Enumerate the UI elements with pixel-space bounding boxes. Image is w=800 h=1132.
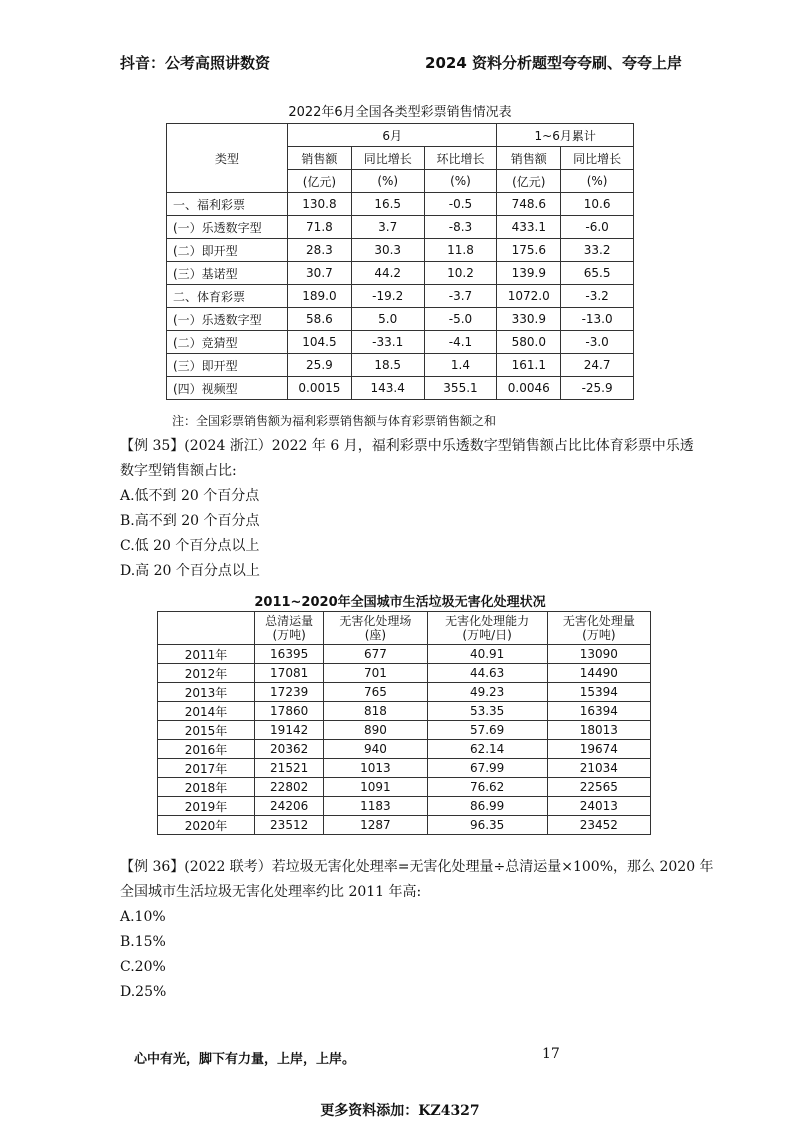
cell: -6.0: [561, 216, 634, 239]
table-row: [158, 721, 651, 740]
question-36-stem-line2: 全国城市生活垃圾无害化处理率约比 2011 年高:: [120, 884, 422, 900]
option-b: B.15%: [120, 934, 166, 950]
cell: 86.99: [427, 797, 547, 816]
cell: 1091: [324, 778, 427, 797]
footer-motto: 心中有光，脚下有力量，上岸，上岸。: [134, 1052, 356, 1067]
option-a: A.10%: [120, 909, 166, 925]
table-row: [167, 262, 634, 285]
year-cell: 2017年: [158, 759, 255, 778]
table1-note: 注：全国彩票销售额为福利彩票销售额与体育彩票销售额之和: [172, 414, 497, 428]
cell: -19.2: [351, 285, 424, 308]
unit-cell: (亿元): [288, 170, 352, 193]
unit-cell: (%): [351, 170, 424, 193]
cell: 22565: [547, 778, 650, 797]
cell: 139.9: [497, 262, 561, 285]
cell: 433.1: [497, 216, 561, 239]
cell: 1072.0: [497, 285, 561, 308]
header-unit: (万吨): [272, 628, 306, 642]
option-d: D.25%: [120, 984, 167, 1000]
table-header-row: [167, 124, 634, 147]
cell: 11.8: [424, 239, 497, 262]
row-label: (三）基诺型: [167, 262, 288, 285]
subheader-cell: 同比增长: [351, 147, 424, 170]
cell: 17239: [255, 683, 324, 702]
header-right-text: 2024 资料分析题型夸夸刷、夸夸上岸: [425, 54, 682, 72]
cell: 104.5: [288, 331, 352, 354]
question-36-stem-line1: 【例 36】(2022 联考）若垃圾无害化处理率=无害化处理量÷总清运量×100%，那么 2020 年: [120, 859, 714, 875]
row-label: 二、体育彩票: [167, 285, 288, 308]
option-d: D.高 20 个百分点以上: [120, 563, 260, 579]
cell: 19674: [547, 740, 650, 759]
table-row: [167, 377, 634, 400]
cell: 23452: [547, 816, 650, 835]
subheader-cell: 同比增长: [561, 147, 634, 170]
cell: 23512: [255, 816, 324, 835]
cell: 20362: [255, 740, 324, 759]
table-row: [158, 664, 651, 683]
cell: -0.5: [424, 193, 497, 216]
cell: 15394: [547, 683, 650, 702]
june-group-header: 6月: [288, 124, 497, 147]
table-row: [167, 216, 634, 239]
lottery-sales-table: [166, 123, 634, 400]
option-a: A.低不到 20 个百分点: [120, 488, 260, 504]
table-row: [167, 354, 634, 377]
cell: -3.2: [561, 285, 634, 308]
cell: 25.9: [288, 354, 352, 377]
garbage-treatment-table: [157, 611, 651, 835]
header-cell: [158, 612, 255, 645]
cell: 10.6: [561, 193, 634, 216]
table1-caption: 2022年6月全国各类型彩票销售情况表: [288, 105, 512, 120]
table-row: [167, 285, 634, 308]
cumulative-group-header: 1~6月累计: [497, 124, 634, 147]
header-unit: (万吨): [582, 628, 616, 642]
unit-cell: (亿元): [497, 170, 561, 193]
header-cell: [324, 612, 427, 645]
year-cell: 2019年: [158, 797, 255, 816]
cell: 16.5: [351, 193, 424, 216]
cell: 24.7: [561, 354, 634, 377]
year-cell: 2015年: [158, 721, 255, 740]
header-line: 总清运量: [265, 614, 314, 628]
cell: 53.35: [427, 702, 547, 721]
cell: -5.0: [424, 308, 497, 331]
cell: 30.7: [288, 262, 352, 285]
cell: 16394: [547, 702, 650, 721]
unit-cell: (%): [424, 170, 497, 193]
header-line: 无害化处理量: [562, 614, 635, 628]
table-row: [158, 683, 651, 702]
cell: 14490: [547, 664, 650, 683]
cell: 24013: [547, 797, 650, 816]
header-cell: [427, 612, 547, 645]
header-line: 无害化处理场: [339, 614, 412, 628]
question-36: [120, 855, 714, 1005]
subheader-cell: 环比增长: [424, 147, 497, 170]
table-row: [158, 816, 651, 835]
unit-cell: (%): [561, 170, 634, 193]
cell: 1287: [324, 816, 427, 835]
cell: 30.3: [351, 239, 424, 262]
table-row: [167, 193, 634, 216]
year-cell: 2014年: [158, 702, 255, 721]
table-row: [158, 778, 651, 797]
row-label: (一）乐透数字型: [167, 216, 288, 239]
cell: 1183: [324, 797, 427, 816]
cell: 143.4: [351, 377, 424, 400]
cell: 24206: [255, 797, 324, 816]
cell: -3.7: [424, 285, 497, 308]
cell: 28.3: [288, 239, 352, 262]
cell: 748.6: [497, 193, 561, 216]
contact-line: 更多资料添加：KZ4327: [320, 1103, 480, 1119]
option-c: C.20%: [120, 959, 166, 975]
option-c: C.低 20 个百分点以上: [120, 538, 260, 554]
cell: 330.9: [497, 308, 561, 331]
cell: 13090: [547, 645, 650, 664]
year-cell: 2012年: [158, 664, 255, 683]
table-row: [167, 239, 634, 262]
subheader-cell: 销售额: [497, 147, 561, 170]
cell: 355.1: [424, 377, 497, 400]
cell: 17860: [255, 702, 324, 721]
option-b: B.高不到 20 个百分点: [120, 513, 260, 529]
table-row: [158, 645, 651, 664]
cell: -8.3: [424, 216, 497, 239]
cell: 76.62: [427, 778, 547, 797]
cell: 3.7: [351, 216, 424, 239]
page-number: 17: [542, 1046, 560, 1062]
table-row: [158, 797, 651, 816]
year-cell: 2016年: [158, 740, 255, 759]
cell: 189.0: [288, 285, 352, 308]
year-cell: 2013年: [158, 683, 255, 702]
row-label: (四）视频型: [167, 377, 288, 400]
subheader-cell: 销售额: [288, 147, 352, 170]
cell: -13.0: [561, 308, 634, 331]
cell: 818: [324, 702, 427, 721]
type-header: 类型: [167, 124, 288, 193]
cell: 19142: [255, 721, 324, 740]
table-row: [167, 331, 634, 354]
cell: 21521: [255, 759, 324, 778]
cell: 49.23: [427, 683, 547, 702]
cell: 0.0015: [288, 377, 352, 400]
row-label: (二）即开型: [167, 239, 288, 262]
cell: 1.4: [424, 354, 497, 377]
row-label: (二）竞猜型: [167, 331, 288, 354]
cell: 16395: [255, 645, 324, 664]
cell: 10.2: [424, 262, 497, 285]
question-35: [120, 434, 694, 584]
row-label: (三）即开型: [167, 354, 288, 377]
header-unit: (万吨/日): [462, 628, 512, 642]
cell: 175.6: [497, 239, 561, 262]
question-35-stem-line2: 数字型销售额占比:: [120, 463, 237, 479]
header-cell: [255, 612, 324, 645]
cell: 67.99: [427, 759, 547, 778]
question-35-stem-line1: 【例 35】(2024 浙江）2022 年 6 月，福利彩票中乐透数字型销售额占比比体育彩票中乐透: [120, 438, 694, 454]
cell: -3.0: [561, 331, 634, 354]
table-row: [167, 308, 634, 331]
row-label: 一、福利彩票: [167, 193, 288, 216]
table-row: [158, 740, 651, 759]
cell: 58.6: [288, 308, 352, 331]
cell: 44.2: [351, 262, 424, 285]
cell: 33.2: [561, 239, 634, 262]
cell: 57.69: [427, 721, 547, 740]
header-left-text: 抖音：公考高照讲数资: [120, 54, 271, 72]
cell: 677: [324, 645, 427, 664]
cell: 17081: [255, 664, 324, 683]
cell: 0.0046: [497, 377, 561, 400]
cell: 21034: [547, 759, 650, 778]
cell: 18.5: [351, 354, 424, 377]
cell: 44.63: [427, 664, 547, 683]
row-label: (一）乐透数字型: [167, 308, 288, 331]
cell: -33.1: [351, 331, 424, 354]
cell: 130.8: [288, 193, 352, 216]
cell: 22802: [255, 778, 324, 797]
cell: -25.9: [561, 377, 634, 400]
cell: 18013: [547, 721, 650, 740]
cell: 96.35: [427, 816, 547, 835]
header-line: 无害化处理能力: [445, 614, 530, 628]
cell: 765: [324, 683, 427, 702]
cell: 62.14: [427, 740, 547, 759]
cell: 580.0: [497, 331, 561, 354]
year-cell: 2020年: [158, 816, 255, 835]
cell: 940: [324, 740, 427, 759]
header-cell: [547, 612, 650, 645]
table-row: [158, 702, 651, 721]
cell: 71.8: [288, 216, 352, 239]
cell: 65.5: [561, 262, 634, 285]
cell: -4.1: [424, 331, 497, 354]
cell: 1013: [324, 759, 427, 778]
cell: 161.1: [497, 354, 561, 377]
table2-caption: 2011~2020年全国城市生活垃圾无害化处理状况: [254, 595, 546, 610]
cell: 701: [324, 664, 427, 683]
header-unit: (座): [364, 628, 387, 642]
cell: 5.0: [351, 308, 424, 331]
table-row: [158, 759, 651, 778]
year-cell: 2011年: [158, 645, 255, 664]
year-cell: 2018年: [158, 778, 255, 797]
table-header-row: [158, 612, 651, 645]
cell: 890: [324, 721, 427, 740]
cell: 40.91: [427, 645, 547, 664]
